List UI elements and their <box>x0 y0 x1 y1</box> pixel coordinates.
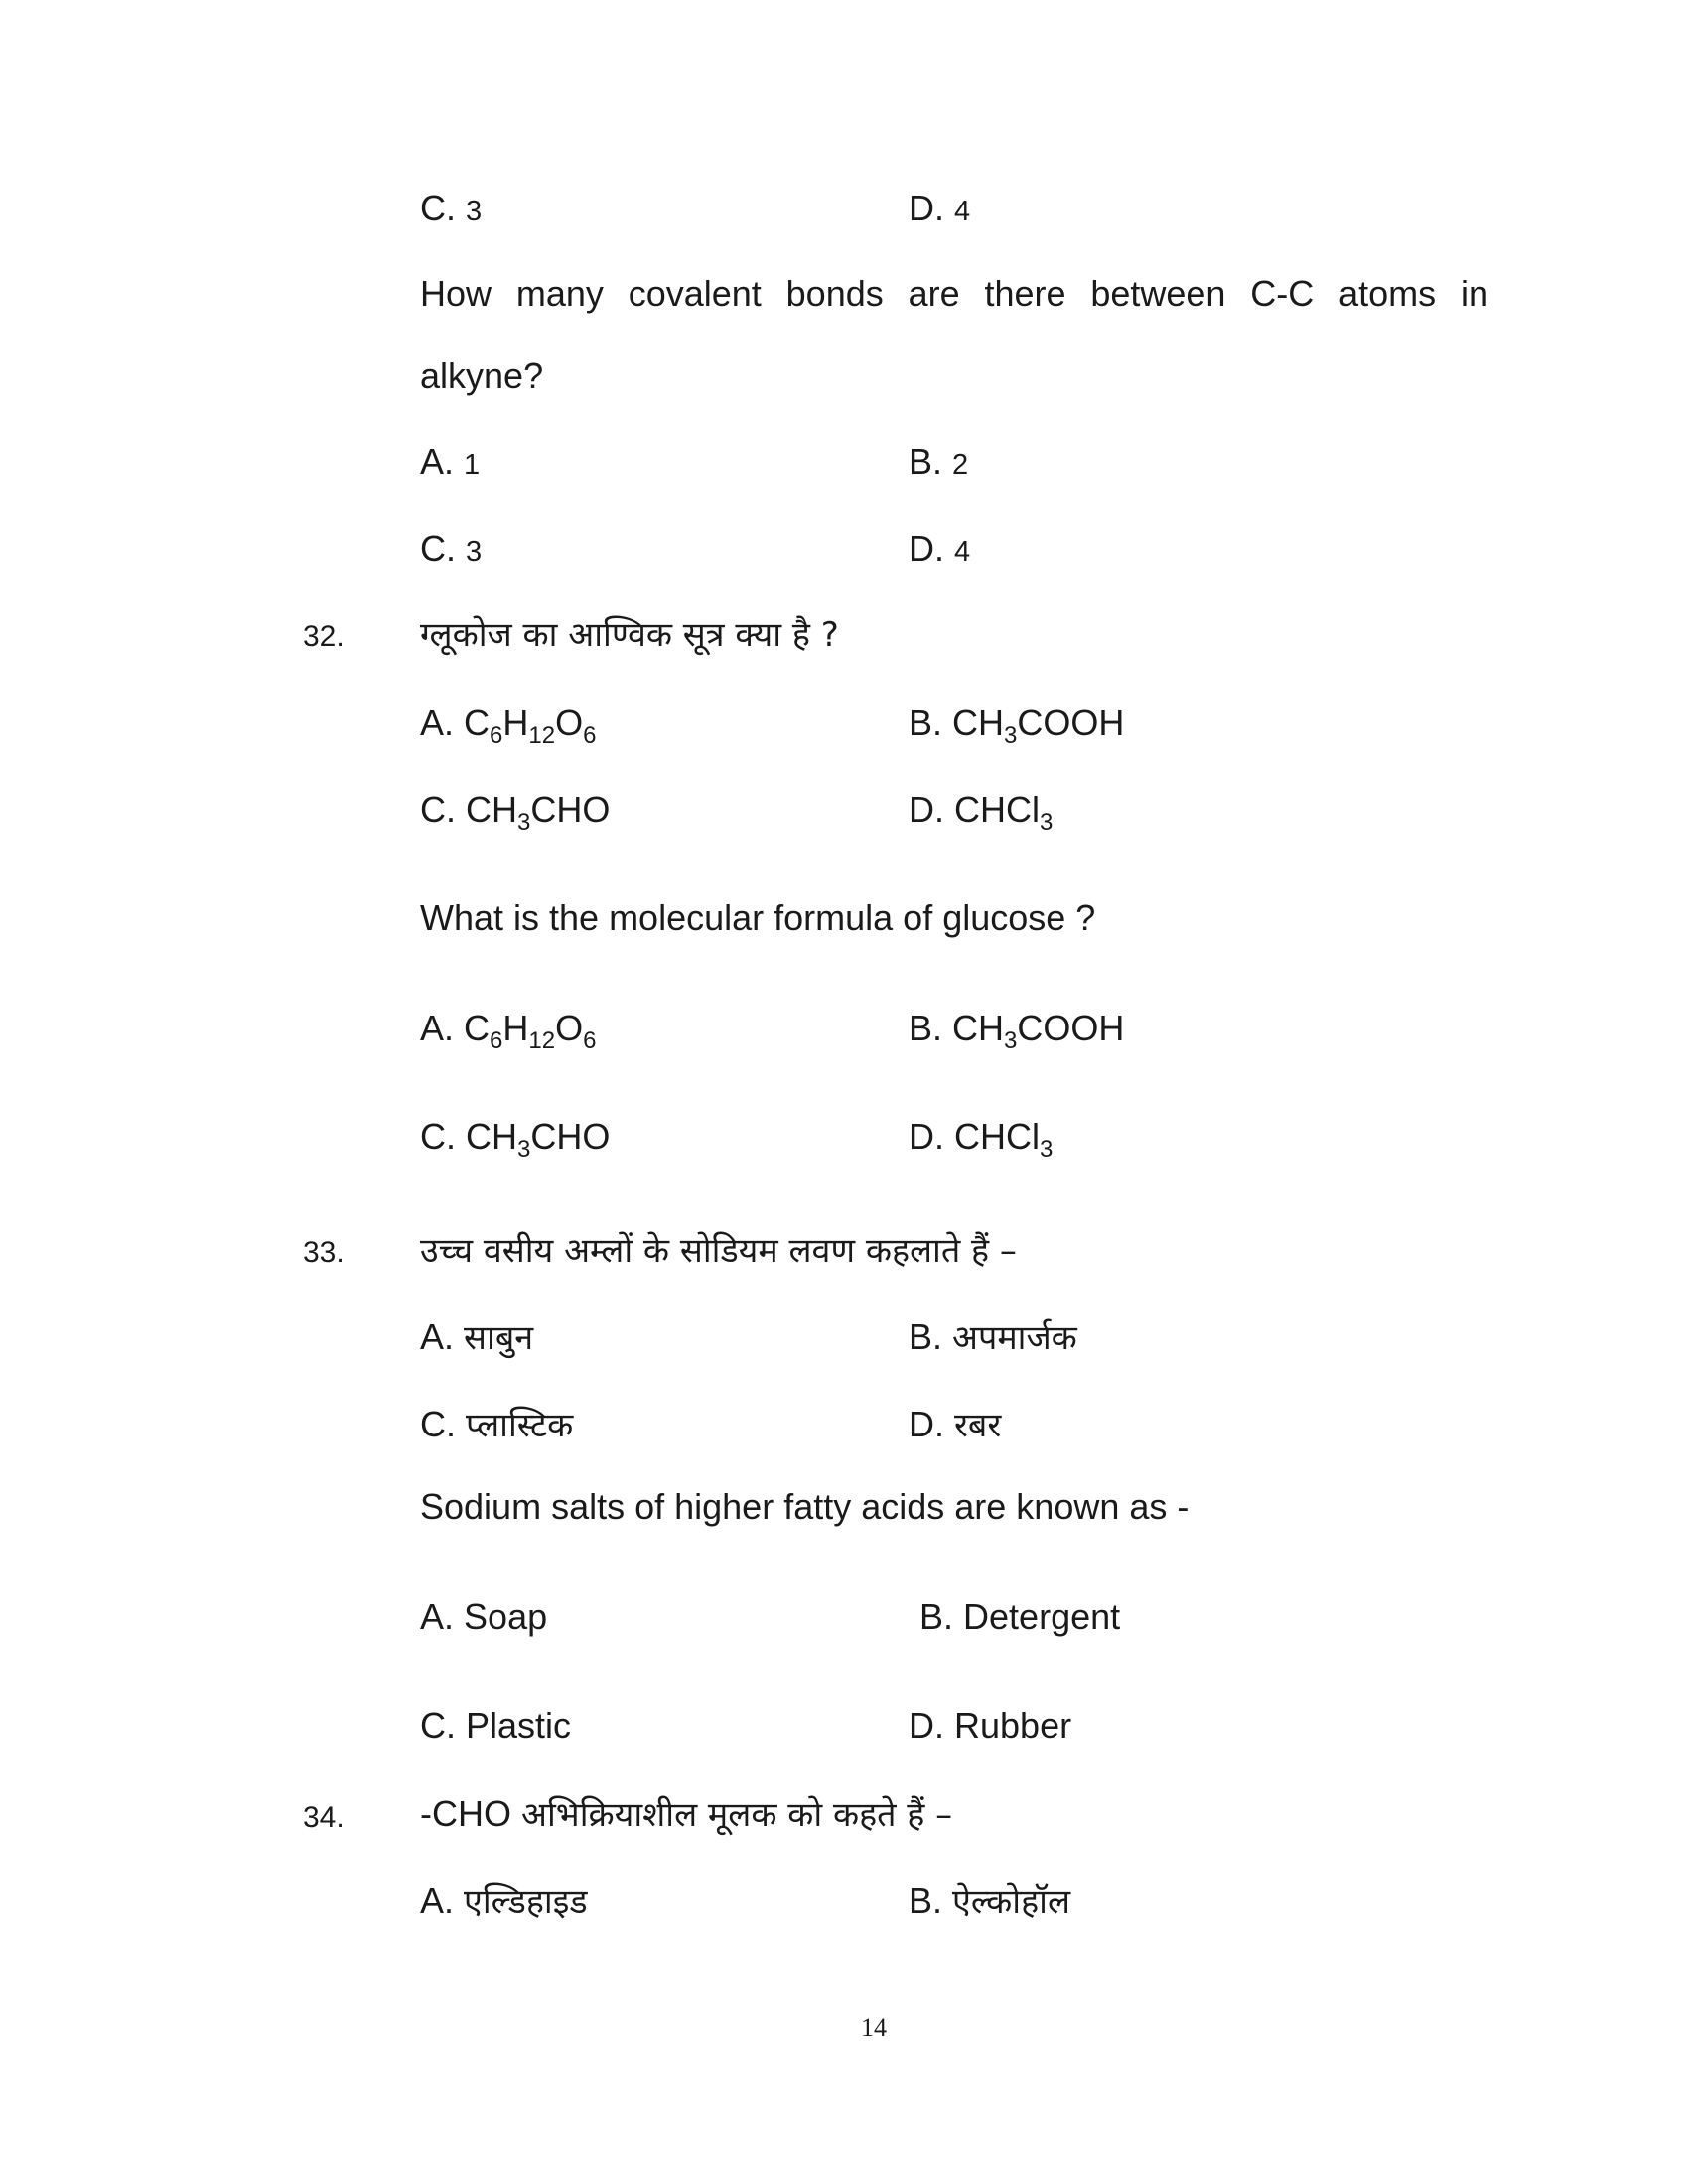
option-c: C. $CH_3CHO$ <box>420 789 611 836</box>
question-number: 33. <box>303 1236 345 1269</box>
option-a: A. एल्डिहाइड <box>420 1880 588 1922</box>
option-d: D. CHCl$_3$ <box>909 1116 1054 1162</box>
option-c: C. प्लास्टिक <box>420 1404 574 1445</box>
option-a: A. साबुन <box>420 1316 534 1358</box>
option-c: C. 3 <box>420 188 483 228</box>
option-c: C. $CH_3CHO$ <box>420 1116 611 1162</box>
option-a: A. 1 <box>420 441 481 481</box>
option-b: B. Detergent <box>919 1596 1121 1637</box>
option-b: B. 2 <box>909 441 969 481</box>
page-number: 14 <box>861 2013 887 2042</box>
option-c: C. 3 <box>420 528 483 569</box>
option-b: B. $CH_3COOH$ <box>909 702 1125 749</box>
option-d: D. 4 <box>909 188 971 228</box>
option-a: A. $C_6H_{12}O_6$ <box>420 702 597 749</box>
option-a: A. $C_6H_{12}O_6$ <box>420 1008 597 1054</box>
question-stem-english: What is the molecular formula of glucose ? <box>420 897 1096 938</box>
option-d: D. 4 <box>909 528 971 569</box>
option-a: A. Soap <box>420 1596 548 1637</box>
functional-group: -CHO <box>420 1793 511 1834</box>
question-stem-english: How many covalent bonds are there between C-C atoms in <box>420 273 1488 314</box>
question-number: 32. <box>303 620 345 653</box>
option-c: C. Plastic <box>420 1706 572 1746</box>
question-stem-english: Sodium salts of higher fatty acids are known as - <box>420 1486 1190 1527</box>
option-d: D. Rubber <box>909 1706 1072 1746</box>
option-b: B. ऐल्कोहॉल <box>909 1880 1070 1922</box>
question-stem-english-cont: alkyne? <box>420 355 544 396</box>
option-b: B. $CH_3COOH$ <box>909 1008 1125 1054</box>
option-d: D. रबर <box>909 1404 1002 1445</box>
question-number: 34. <box>303 1801 345 1834</box>
question-stem-hindi: -CHO अभिक्रियाशील मूलक को कहते हैं – <box>420 1793 953 1835</box>
option-d: D. CHCl$_3$ <box>909 789 1054 836</box>
option-b: B. अपमार्जक <box>909 1316 1077 1358</box>
question-stem-hindi: ग्लूकोज का आण्विक सूत्र क्या है ? <box>420 615 839 655</box>
question-stem-hindi: उच्च वसीय अम्लों के सोडियम लवण कहलाते हैं – <box>420 1231 1017 1271</box>
